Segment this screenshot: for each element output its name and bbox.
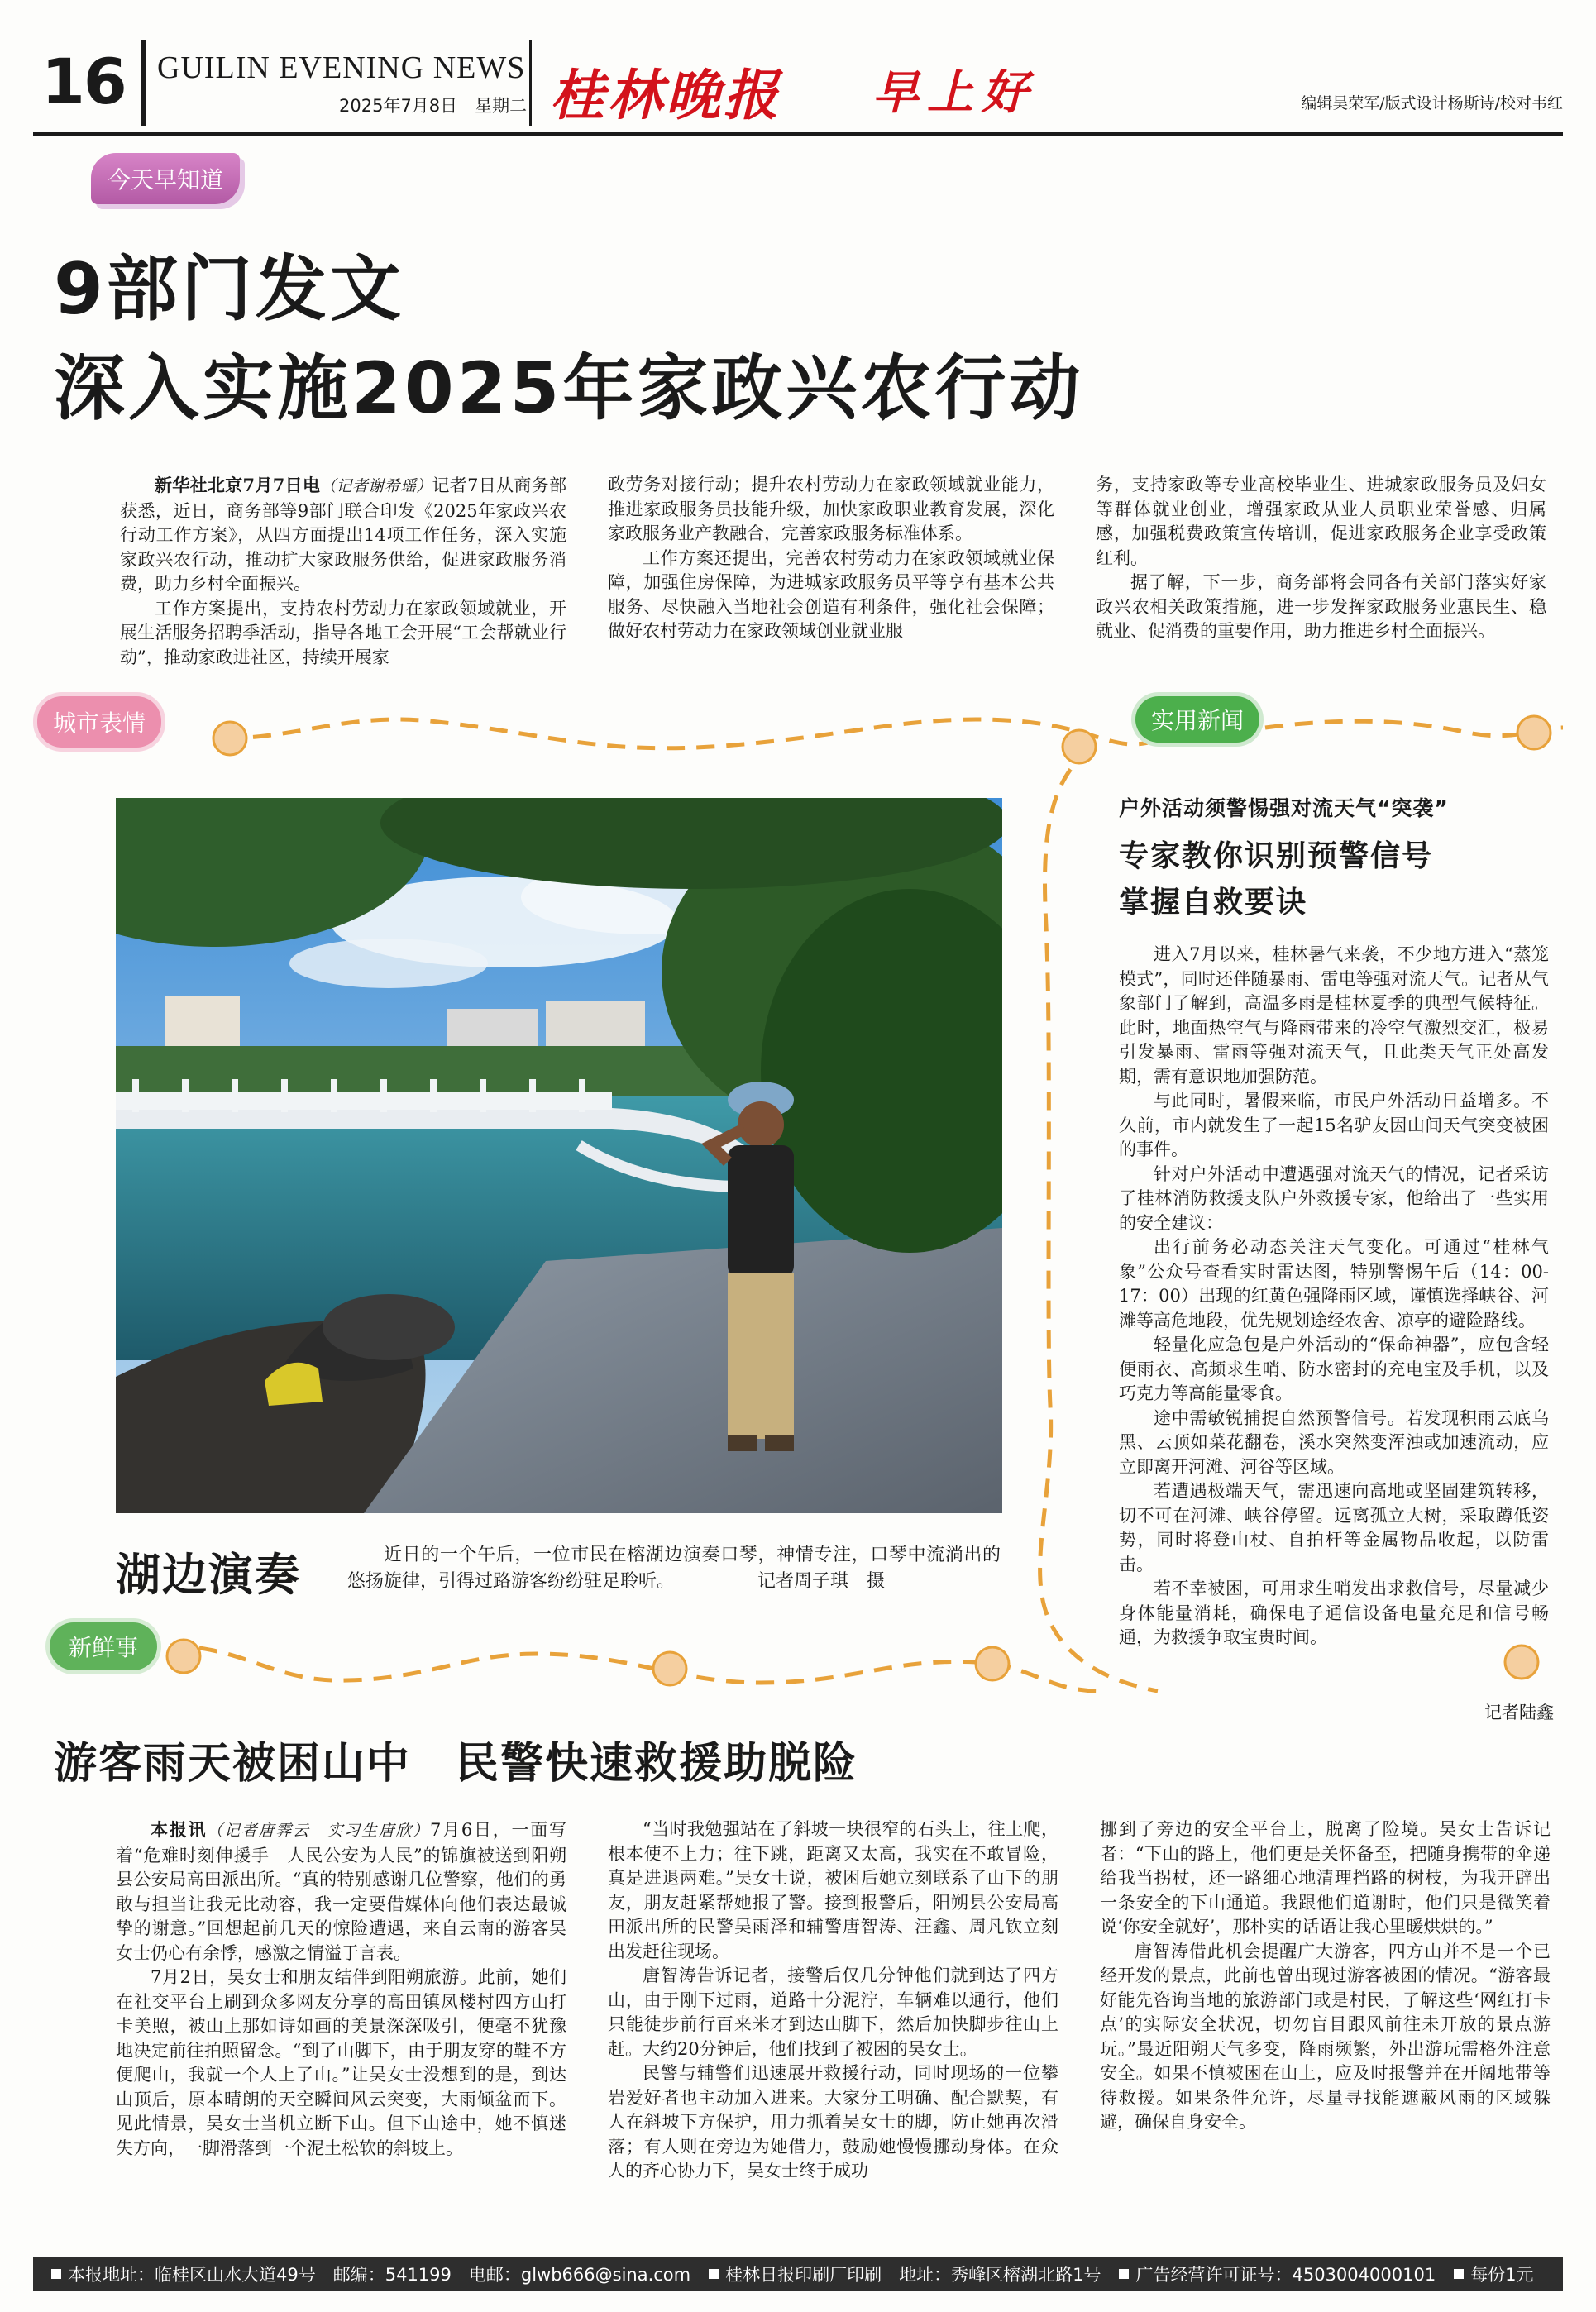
paragraph: 若遭遇极端天气，需迅速向高地或坚固建筑转移，切不可在河滩、峡谷停留。远离孤立大树，采取蹲低姿势，同时将登山杖、自拍杆等金属物品收起，以防雷击。 <box>1119 1481 1549 1574</box>
fresh-headline: 游客雨天被困山中 民警快速救援助脱险 <box>54 1739 858 1789</box>
paragraph: 唐智涛借此机会提醒广大游客，四方山并不是一个已经开发的景点，此前也曾出现过游客被困的情况。“游客最好能先咨询当地的旅游部门或是村民，了解这些‘网红打卡点’的实际安全状况，切勿盲目跟风前往未开放的景点游玩。”最近阳朔天气多变，降雨频繁，外出游玩需格外注意安全。如果不慎被困在山上，应及时报警并在开阔地带等待救援。如果条件允许，尽量寻找能遮蔽风雨的区域躲避，确保自身安全。 <box>1100 1941 1551 2132</box>
practical-headline <box>1119 834 1433 926</box>
fresh-article-column <box>608 1818 1058 2184</box>
practical-article-body <box>1119 943 1549 1650</box>
photo-caption <box>347 1542 1001 1595</box>
paragraph: 据了解，下一步，商务部将会同各有关部门落实好家政兴农相关政策措施，进一步发挥家政服务业惠民生、稳就业、促消费的重要作用，助力推进乡村全面振兴。 <box>1096 572 1546 641</box>
masthead-divider <box>141 40 146 126</box>
paragraph: 与此同时，暑假来临，市民户外活动日益增多。不久前，市内就发生了一起15名驴友因山间天气突变被困的事件。 <box>1119 1091 1549 1159</box>
deco-dot <box>1505 1646 1538 1679</box>
dateline: 本报讯 <box>151 1819 208 1840</box>
practical-reporter: 记者陆鑫 <box>1484 1703 1554 1722</box>
section-tag-city: 城市表情 <box>37 696 161 748</box>
paragraph: 唐智涛告诉记者，接警后仅几分钟他们就到达了四方山，由于刚下过雨，道路十分泥泞，车辆难以通行，他们只能徒步前行百来米才到达山脚下，然后加快脚步往山上赶。大约20分钟后，他们找到了被困的吴女士。 <box>608 1966 1058 2059</box>
footer-bar <box>33 2257 1563 2291</box>
byline: （记者唐霁云 实习生唐欣） <box>207 1822 431 1840</box>
square-bullet-icon <box>1119 2269 1129 2279</box>
paragraph: 务，支持家政等专业高校毕业生、进城家政服务员及妇女等群体就业创业，增强家政从业人员职业荣誉感、归属感，加强税费政策宣传培训，促进家政服务企业享受政策红利。 <box>1096 475 1546 568</box>
paragraph: 出行前务必动态关注天气变化。可通过“桂林气象”公众号查看实时雷达图，特别警惕午后（14：00-17：00）出现的红黄色强降雨区域，谨慎选择峡谷、河滩等高危地段，优先规划途经农舍、凉亭的避险路线。 <box>1119 1237 1549 1330</box>
photo-title: 湖边演奏 <box>116 1549 301 1601</box>
paragraph: 工作方案还提出，完善农村劳动力在家政领域就业保障，加强住房保障，为进城家政服务员平等享有基本公共服务、尽快融入当地社会创造有利条件，强化社会保障；做好农村劳动力在家政领域创业就业服 <box>608 547 1054 641</box>
lead-article-column <box>1096 473 1546 644</box>
lead-article-column <box>608 473 1054 644</box>
deco-dot <box>976 1647 1009 1680</box>
square-bullet-icon <box>51 2269 61 2279</box>
footer-license: 广告经营许可证号：4503004000101 <box>1101 2262 1436 2286</box>
page-number: 16 <box>41 45 126 118</box>
footer-address: 本报地址：临桂区山水大道49号 邮编：541199 电邮：glwb666@sina.com <box>33 2262 690 2286</box>
lead-article-column <box>120 473 566 670</box>
column-name: 早上好 <box>872 65 1036 120</box>
fresh-dashed-curve <box>170 1646 1100 1691</box>
masthead-rule <box>33 132 1563 136</box>
practical-headline-line2: 掌握自救要诀 <box>1119 886 1308 920</box>
paragraph: 途中需敏锐捕捉自然预警信号。若发现积雨云底乌黑、云顶如菜花翻卷，溪水突然变浑浊或加速流动，应立即离开河滩、河谷等区域。 <box>1119 1407 1549 1477</box>
section-tag-today: 今天早知道 <box>91 153 240 204</box>
paragraph: 若不幸被困，可用求生哨发出求救信号，尽量减少身体能量消耗，确保电子通信设备电量充足和信号畅通，为救援争取宝贵时间。 <box>1119 1579 1549 1647</box>
practical-kicker: 户外活动须警惕强对流天气“突袭” <box>1119 796 1449 820</box>
editor-credits: 编辑吴荣军/版式设计杨斯诗/校对韦红 <box>1301 94 1563 112</box>
paper-name-english: GUILIN EVENING NEWS <box>157 50 526 85</box>
lakeside-photo <box>116 798 1002 1513</box>
lead-headline <box>54 240 1083 438</box>
paragraph: 进入7月以来，桂林暑气来袭，不少地方进入“蒸笼模式”，同时还伴随暴雨、雷电等强对流天气。记者从气象部门了解到，高温多雨是桂林夏季的典型气候特征。此时，地面热空气与降雨带来的冷空气激烈交汇，极易引发暴雨、雷雨等强对流天气，且此类天气正处高发期，需有意识地加强防范。 <box>1119 944 1549 1087</box>
issue-date: 2025年7月8日 星期二 <box>339 96 528 116</box>
paragraph: 民警与辅警们迅速展开救援行动，同时现场的一位攀岩爱好者也主动加入进来。大家分工明确、配合默契，有人在斜坡下方保护，用力抓着吴女士的脚，防止她再次滑落；有人则在旁边为她借力，鼓励她慢慢挪动身体。在众人的齐心协力下，吴女士终于成功 <box>608 2063 1058 2181</box>
deco-dot <box>213 722 246 755</box>
lead-headline-line1: 9部门发文 <box>54 248 404 331</box>
city-dashed-curve <box>223 719 1195 748</box>
square-bullet-icon <box>1454 2269 1464 2279</box>
paragraph: 政劳务对接行动；提升农村劳动力在家政领域就业能力，推进家政服务员技能升级，加快家政职业教育发展，深化家政服务业产教融合，完善家政服务标准体系。 <box>608 475 1054 543</box>
deco-dot <box>167 1640 200 1673</box>
caption-text: 近日的一个午后，一位市民在榕湖边演奏口琴，神情专注，口琴中流淌出的悠扬旋律，引得过路游客纷纷驻足聆听。 <box>347 1545 1001 1592</box>
masthead-divider <box>529 40 532 126</box>
paragraph: 记者7日从商务部获悉，近日，商务部等9部门联合印发《2025年家政兴农行动工作方案》，从四方面提出14项工作任务，深入实施家政兴农行动，推动扩大家政服务供给，促进家政服务消费，助力乡村全面振兴。 <box>120 475 566 594</box>
section-tag-practical: 实用新闻 <box>1135 696 1259 743</box>
deco-dot <box>1063 730 1096 763</box>
square-bullet-icon <box>709 2269 719 2279</box>
practical-headline-line1: 专家教你识别预警信号 <box>1119 839 1434 873</box>
paper-name-chinese: 桂林晚报 <box>550 63 781 127</box>
byline: （记者谢希瑶） <box>320 477 432 495</box>
masthead <box>33 33 1563 128</box>
footer-printer: 桂林日报印刷厂印刷 地址：秀峰区榕湖北路1号 <box>690 2262 1101 2286</box>
dateline: 新华社北京7月7日电 <box>155 475 321 495</box>
footer-price: 每份1元 <box>1436 2262 1533 2286</box>
paragraph: “当时我勉强站在了斜坡一块很窄的石头上，往上爬，根本使不上力；往下跳，距离又太高，我实在不敢冒险，真是进退两难。”吴女士说，被困后她立刻联系了山下的朋友，朋友赶紧帮她报了警。接到报警后，阳朔县公安局高田派出所的民警吴雨泽和辅警唐智涛、汪鑫、周凡钦立刻出发赶往现场。 <box>608 1819 1058 1961</box>
photo-illustration <box>116 798 1002 1513</box>
fresh-article-column <box>1100 1818 1551 2135</box>
fresh-article-column <box>116 1818 566 2161</box>
section-tag-fresh: 新鲜事 <box>50 1622 157 1670</box>
deco-dot <box>653 1652 686 1685</box>
paragraph: 针对户外活动中遭遇强对流天气的情况，记者采访了桂林消防救援支队户外救援专家，他给出了一些实用的安全建议： <box>1119 1163 1549 1233</box>
paragraph: 工作方案提出，支持农村劳动力在家政领域就业，开展生活服务招聘季活动，指导各地工会开展“工会帮就业行动”，推动家政进社区，持续开展家 <box>120 598 566 667</box>
photo-credit: 记者周子琪 摄 <box>757 1571 886 1592</box>
paragraph: 7月2日，吴女士和朋友结伴到阳朔旅游。此前，她们在社交平台上刷到众多网友分享的高田镇凤楼村四方山打卡美照，被山上那如诗如画的美景深深吸引，便毫不犹豫地决定前往拍照留念。“到了山脚下，由于朋友穿的鞋不方便爬山，我就一个人上了山。”让吴女士没想到的是，到达山顶后，原本晴朗的天空瞬间风云突变，大雨倾盆而下。见此情景，吴女士当机立断下山。但下山途中，她不慎迷失方向，一脚滑落到一个泥土松软的斜坡上。 <box>116 1967 566 2158</box>
paragraph: 轻量化应急包是户外活动的“保命神器”，应包含轻便雨衣、高频求生哨、防水密封的充电宝及手机，以及巧克力等高能量零食。 <box>1119 1335 1549 1403</box>
paragraph: 挪到了旁边的安全平台上，脱离了险境。吴女士告诉记者：“下山的路上，他们更是关怀备至，把随身携带的伞递给我当拐杖，还一路细心地清理挡路的树枝，为我开辟出一条安全的下山通道。我跟他们道谢时，他们只是微笑着说‘你安全就好’，那朴实的话语让我心里暖烘烘的。” <box>1100 1819 1551 1937</box>
lead-headline-line2: 深入实施2025年家政兴农行动 <box>54 347 1084 430</box>
practical-dashed-curve <box>1265 721 1563 736</box>
paragraph: 7月6日，一面写着“危难时刻伸援手 人民公安为人民”的锦旗被送到阳朔县公安局高田派出所。“真的特别感谢几位警察，他们的勇敢与担当让我无比动容，我一定要借媒体向他们表达最诚挚的谢意。”回想起前几天的惊险遭遇，来自云南的游客吴女士仍心有余悸，感激之情溢于言表。 <box>116 1820 566 1963</box>
deco-dot <box>1517 716 1551 749</box>
